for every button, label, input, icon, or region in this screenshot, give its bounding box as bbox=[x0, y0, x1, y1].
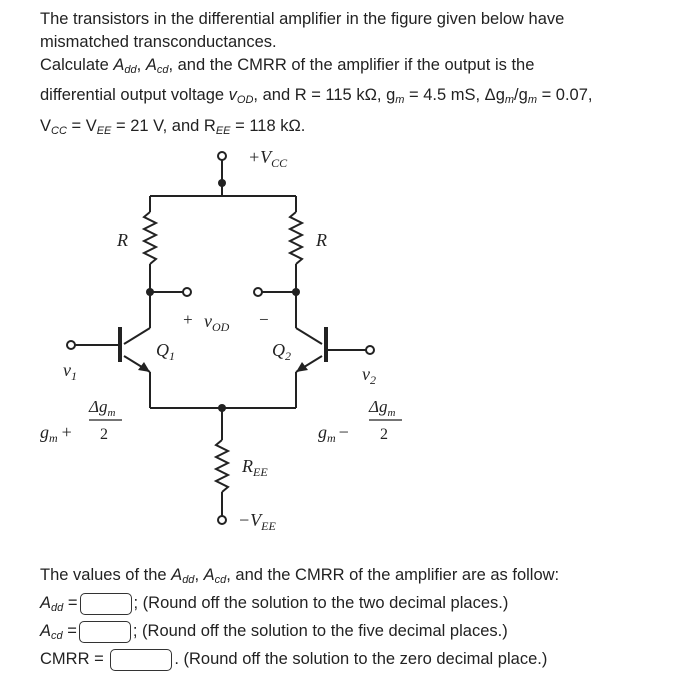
q4-gm: = 4.5 mS, Δg bbox=[404, 86, 505, 104]
q5-vcc-sub: CC bbox=[51, 125, 67, 137]
q3-add-sub: dd bbox=[124, 64, 137, 76]
acd-answer-input[interactable] bbox=[79, 621, 131, 643]
q5-vee-eq: = 21 V, and R bbox=[111, 117, 216, 135]
q2-emitter-arrow bbox=[296, 362, 308, 372]
resistor-left bbox=[144, 212, 156, 264]
v1-terminal bbox=[67, 341, 75, 349]
junction-out-left bbox=[146, 288, 154, 296]
add-label: A bbox=[40, 594, 52, 612]
acd-eq: = bbox=[62, 622, 77, 640]
vod-terminal-right bbox=[254, 288, 262, 296]
q5-ree-eq: = 118 kΩ. bbox=[230, 117, 306, 135]
add-label-sub: dd bbox=[51, 602, 64, 614]
acd-label-sub: cd bbox=[51, 630, 63, 642]
question-line-2: mismatched transconductances. bbox=[40, 33, 277, 51]
q4-dgm-sub: m bbox=[504, 94, 515, 106]
dgm-left-den: 2 bbox=[100, 426, 108, 443]
dgm-right-den: 2 bbox=[380, 426, 388, 443]
cmrr-answer-input[interactable] bbox=[110, 649, 172, 671]
q3-acd-sub: cd bbox=[156, 64, 169, 76]
resistor-ree bbox=[216, 440, 228, 492]
v2-terminal bbox=[366, 346, 374, 354]
answer-row-acd bbox=[40, 620, 508, 647]
q1-emitter-arrow bbox=[138, 362, 150, 372]
junction-out-right bbox=[292, 288, 300, 296]
add-eq: = bbox=[63, 594, 78, 612]
q5-vee-sub: EE bbox=[96, 125, 112, 137]
intro-prefix: The values of the bbox=[40, 566, 172, 584]
q1-label: $Q_1$ bbox=[156, 340, 175, 363]
gm-right-label: $g_m$ − bbox=[318, 422, 349, 445]
add-answer-input[interactable] bbox=[80, 593, 132, 615]
intro-add-sub: dd bbox=[182, 574, 195, 586]
q4-vod-sub: OD bbox=[236, 94, 254, 106]
q4-gm-sub: m bbox=[395, 94, 405, 106]
q5-ree-sub: EE bbox=[215, 125, 231, 137]
q4-prefix: differential output voltage bbox=[40, 86, 229, 104]
q4-params: , and R = 115 kΩ, g bbox=[253, 86, 396, 104]
cmrr-hint: . (Round off the solution to the zero decimal place.) bbox=[174, 650, 548, 668]
vod-plus: + bbox=[182, 310, 194, 329]
cmrr-eq: = bbox=[89, 650, 104, 668]
r-left-label: R bbox=[117, 230, 128, 250]
vee-terminal bbox=[218, 516, 226, 524]
intro-acd-sub: cd bbox=[214, 574, 227, 586]
v1-label: $v_1$ bbox=[63, 360, 77, 383]
dgm-left-num: $\Delta g_m$ bbox=[89, 397, 116, 419]
question-line-1: The transistors in the differential amplifier in the figure given below have bbox=[40, 10, 565, 28]
q1-collector bbox=[124, 328, 150, 344]
acd-label: A bbox=[40, 622, 52, 640]
q4-gm2-sub: m bbox=[527, 94, 537, 106]
vod-minus: − bbox=[258, 310, 270, 329]
acd-hint: ; (Round off the solution to the five decimal places.) bbox=[132, 622, 508, 640]
q3-acd: A bbox=[145, 56, 157, 74]
add-hint: ; (Round off the solution to the two decimal places.) bbox=[133, 594, 509, 612]
q5-vcc-eq: = V bbox=[66, 117, 97, 135]
answer-row-cmrr bbox=[40, 648, 547, 671]
vod-label: $v_{OD}$ bbox=[204, 311, 230, 334]
q5-vcc: V bbox=[40, 117, 52, 135]
ree-label: $R_{EE}$ bbox=[242, 456, 268, 479]
q4-vod: v bbox=[228, 86, 237, 104]
vcc-label: $+V_{CC}$ bbox=[248, 147, 288, 170]
q3-sep: , bbox=[136, 56, 146, 74]
q3-suffix: , and the CMRR of the amplifier if the output is the bbox=[168, 56, 535, 74]
intro-add: A bbox=[171, 566, 183, 584]
q3-add: A bbox=[113, 56, 125, 74]
intro-sep: , bbox=[194, 566, 204, 584]
resistor-right bbox=[290, 212, 302, 264]
q2-collector bbox=[296, 328, 322, 344]
vee-label: $-V_{EE}$ bbox=[238, 510, 276, 533]
r-right-label: R bbox=[316, 230, 327, 250]
junction-tail bbox=[218, 404, 226, 412]
intro-acd: A bbox=[203, 566, 215, 584]
answer-row-add bbox=[40, 592, 508, 619]
v2-label: $v_2$ bbox=[362, 364, 376, 387]
q2-label: $Q_2$ bbox=[272, 340, 291, 363]
q3-prefix: Calculate bbox=[40, 56, 114, 74]
vcc-terminal bbox=[218, 152, 226, 160]
q4-end: = 0.07, bbox=[536, 86, 593, 104]
answers-intro bbox=[40, 564, 559, 591]
vod-terminal-left bbox=[183, 288, 191, 296]
cmrr-label: CMRR bbox=[40, 650, 90, 668]
dgm-right-num: $\Delta g_m$ bbox=[369, 397, 396, 419]
gm-left-label: $g_m$ + bbox=[40, 422, 72, 445]
q4-slash: /g bbox=[514, 86, 528, 104]
intro-suffix: , and the CMRR of the amplifier are as follow: bbox=[226, 566, 560, 584]
